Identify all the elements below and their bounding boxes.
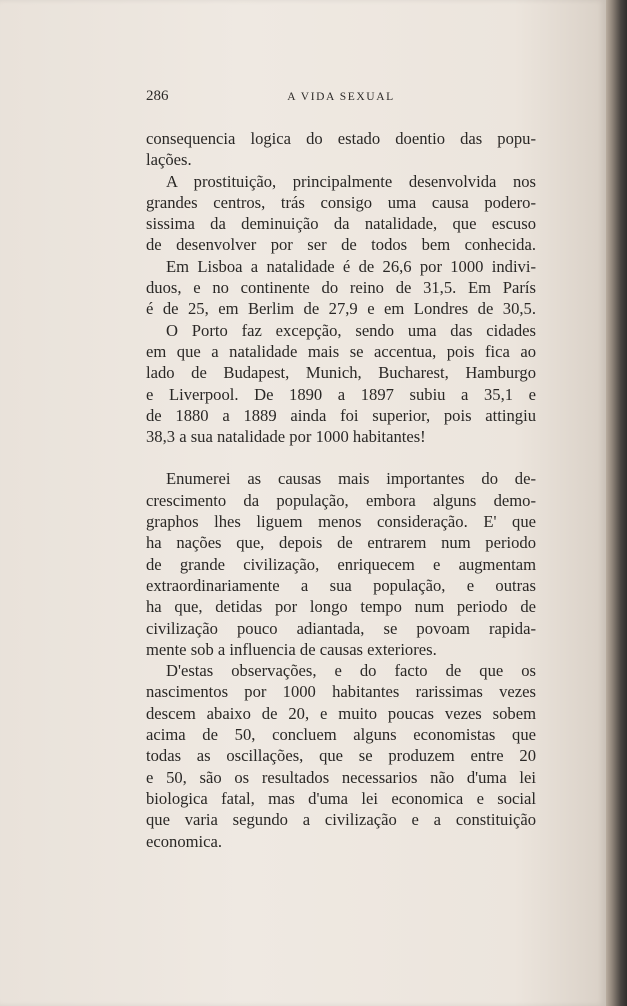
text-line: é de 25, em Berlim de 27,9 e em Londres de 30,5.: [146, 299, 536, 319]
text-line: Em Lisboa a natalidade é de 26,6 por 1000 indivi-: [166, 256, 536, 276]
text-line: lações.: [146, 150, 192, 170]
paragraph: [146, 128, 536, 171]
text-line: e Liverpool. De 1890 a 1897 subiu a 35,1 e: [146, 384, 536, 404]
text-line: grandes centros, trás consigo uma causa podero-: [146, 192, 536, 212]
text-line: graphos lhes liguem menos consideração. E' que: [146, 512, 536, 532]
text-line: economica.: [146, 831, 223, 851]
paragraph: [146, 468, 536, 660]
paragraph: [146, 256, 536, 320]
page-header: [146, 88, 536, 112]
section-gap: [146, 447, 536, 468]
text-line: sissima da deminuição da natalidade, que escuso: [146, 214, 536, 234]
body-text: [146, 128, 536, 852]
text-line: A prostituição, principalmente desenvolvida nos: [166, 171, 536, 191]
page-number: 286: [146, 88, 169, 104]
running-title: A VIDA SEXUAL: [287, 91, 395, 103]
book-page-edge: [606, 0, 627, 1006]
paragraph: [146, 171, 536, 256]
text-line: descem abaixo de 20, e muito poucas vezes sobem: [146, 703, 536, 723]
text-line: acima de 50, concluem alguns economistas que: [146, 725, 536, 745]
text-line: 38,3 a sua natalidade por 1000 habitantes!: [146, 427, 426, 447]
text-line: consequencia logica do estado doentio das popu-: [146, 129, 536, 148]
text-line: e 50, são os resultados necessarios não d'uma lei: [146, 767, 536, 787]
text-line: ha que, detidas por longo tempo num periodo de: [146, 597, 536, 617]
text-line: ha nações que, depois de entrarem num periodo: [146, 533, 536, 553]
text-line: D'estas observações, e do facto de que os: [166, 661, 536, 681]
text-line: biologica fatal, mas d'uma lei economica e social: [146, 788, 536, 808]
text-line: mente sob a influencia de causas exteriores.: [146, 639, 437, 659]
text-line: O Porto faz excepção, sendo uma das cidades: [166, 320, 536, 340]
text-line: que varia segundo a civilização e a constituição: [146, 810, 536, 830]
text-line: de 1880 a 1889 ainda foi superior, pois attingiu: [146, 405, 536, 425]
paragraph: [146, 660, 536, 852]
text-line: crescimento da população, embora alguns demo-: [146, 490, 536, 510]
text-line: lado de Budapest, Munich, Bucharest, Hamburgo: [146, 363, 536, 383]
text-line: de desenvolver por ser de todos bem conhecida.: [146, 235, 536, 255]
text-line: civilização pouco adiantada, se povoam rapida-: [146, 618, 536, 638]
text-line: todas as oscillações, que se produzem entre 20: [146, 746, 536, 766]
text-line: extraordinariamente a sua população, e outras: [146, 575, 536, 595]
text-line: Enumerei as causas mais importantes do de-: [166, 469, 536, 489]
text-line: de grande civilização, enriquecem e augmentam: [146, 554, 536, 574]
text-line: em que a natalidade mais se accentua, pois fica ao: [146, 341, 536, 361]
text-line: nascimentos por 1000 habitantes rarissimas vezes: [146, 682, 536, 702]
paragraph: [146, 320, 536, 448]
text-line: duos, e no continente do reino de 31,5. Em París: [146, 278, 536, 298]
